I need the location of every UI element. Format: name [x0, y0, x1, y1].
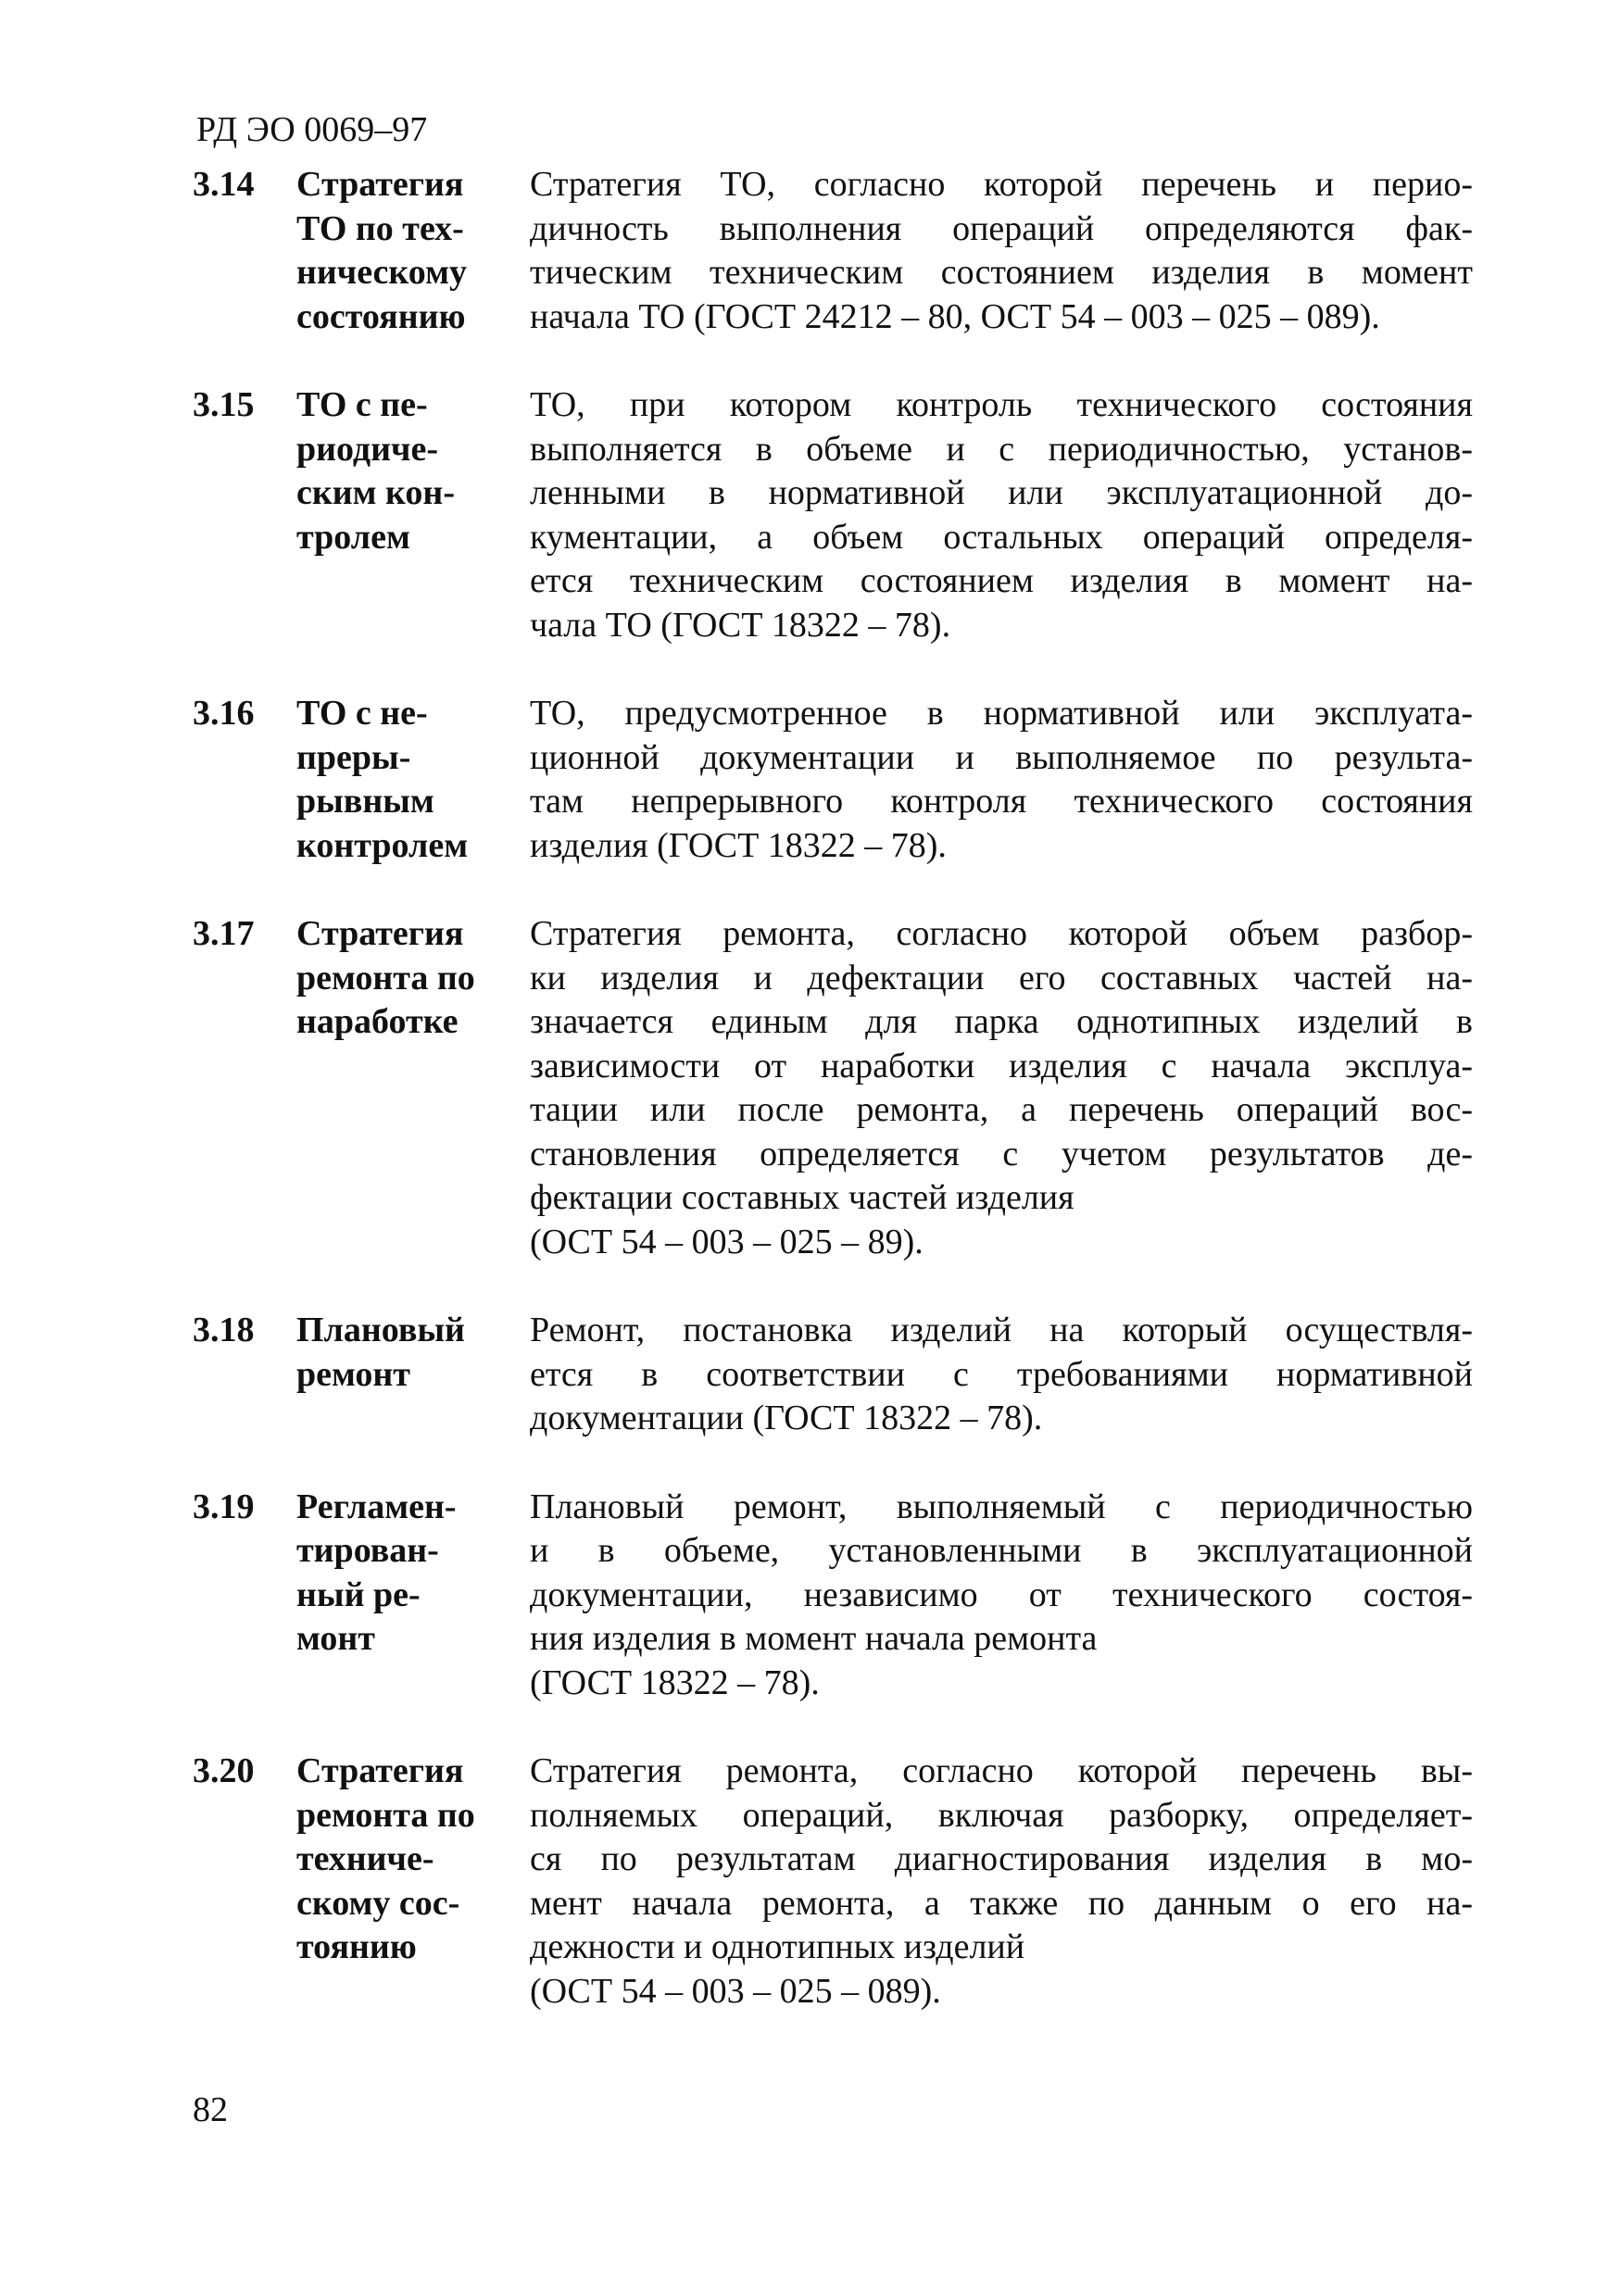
definition-line: ния изделия в момент начала ремонта [530, 1619, 1098, 1658]
term-line: ническому [296, 253, 467, 292]
definition-line: ТО, при котором контроль технического состояния [530, 385, 1473, 424]
entry-number: 3.14 [193, 165, 255, 204]
glossary-entry [193, 383, 1621, 647]
term-line: скому сос- [296, 1883, 460, 1923]
glossary-entry [193, 1309, 1621, 1441]
glossary-entries [0, 163, 1621, 2058]
glossary-entry [193, 163, 1621, 339]
entry-definition [515, 1309, 1473, 1441]
entry-term [296, 163, 515, 339]
definition-line: ется в соответствии с требованиями нормативной [530, 1354, 1473, 1394]
term-line: ТО с не- [296, 694, 428, 733]
definition-line: чала ТО (ГОСТ 18322 – 78). [530, 605, 951, 645]
definition-line: ленными в нормативной или эксплуатационной до- [530, 473, 1473, 512]
definition-line: ется техническим состоянием изделия в момент на- [530, 561, 1473, 600]
definition-line: кументации, а объем остальных операций определя- [530, 517, 1473, 557]
term-line: тролем [296, 517, 410, 557]
term-line: риодиче- [296, 429, 439, 469]
entry-term [296, 383, 515, 647]
entry-term [296, 1750, 515, 2014]
term-line: техниче- [296, 1839, 434, 1878]
definition-line: (ОСТ 54 – 003 – 025 – 089). [530, 1971, 941, 2011]
definition-line: (ОСТ 54 – 003 – 025 – 89). [530, 1222, 924, 1261]
entry-term [296, 1486, 515, 1706]
entry-number: 3.17 [193, 914, 255, 953]
definition-line: дежности и однотипных изделий [530, 1927, 1025, 1966]
definition-line: документации, независимо от технического состоя- [530, 1575, 1473, 1614]
term-line: контролем [296, 825, 469, 865]
term-line: тирован- [296, 1531, 439, 1570]
entry-definition [515, 912, 1473, 1264]
term-line: Регламен- [296, 1487, 457, 1526]
definition-line: Стратегия ТО, согласно которой перечень и перио- [530, 165, 1473, 204]
entry-definition [515, 1750, 1473, 2014]
definition-line: ционной документации и выполняемое по результа- [530, 737, 1473, 777]
entry-number: 3.18 [193, 1311, 255, 1349]
definition-line: (ГОСТ 18322 – 78). [530, 1662, 820, 1702]
definition-line: и в объеме, установленными в эксплуатационной [530, 1531, 1473, 1570]
definition-line: зависимости от наработки изделия с начала эксплуа- [530, 1046, 1473, 1085]
term-line: Плановый [296, 1311, 465, 1349]
term-line: Стратегия [296, 914, 464, 953]
definition-line: полняемых операций, включая разборку, определяет- [530, 1795, 1473, 1835]
term-line: преры- [296, 737, 411, 777]
entry-term [296, 1309, 515, 1441]
definition-line: мент начала ремонта, а также по данным о его на- [530, 1883, 1473, 1923]
definition-line: Стратегия ремонта, согласно которой перечень вы- [530, 1751, 1473, 1790]
term-line: ный ре- [296, 1575, 421, 1614]
term-line: Стратегия [296, 165, 464, 204]
definition-line: выполняется в объеме и с периодичностью, установ- [530, 429, 1473, 469]
glossary-entry [193, 1486, 1621, 1706]
definition-line: значается единым для парка однотипных изделий в [530, 1002, 1473, 1041]
definition-line: становления определяется с учетом результатов де- [530, 1134, 1473, 1173]
definition-line: ТО, предусмотренное в нормативной или эксплуата- [530, 694, 1473, 733]
entry-definition [515, 383, 1473, 647]
term-line: монт [296, 1619, 375, 1658]
definition-line: Плановый ремонт, выполняемый с периодичностью [530, 1487, 1473, 1526]
term-line: ремонта по [296, 958, 475, 997]
definition-line: тическим техническим состоянием изделия в момент [530, 253, 1473, 292]
entry-number: 3.19 [193, 1487, 255, 1526]
glossary-entry [193, 1750, 1621, 2014]
definition-line: фектации составных частей изделия [530, 1178, 1074, 1217]
term-line: наработке [296, 1002, 459, 1041]
entry-term [296, 692, 515, 868]
term-line: состоянию [296, 296, 466, 336]
entry-number: 3.20 [193, 1751, 255, 1790]
definition-line: ся по результатам диагностирования изделия в мо- [530, 1839, 1473, 1878]
definition-line: документации (ГОСТ 18322 – 78). [530, 1399, 1043, 1437]
definition-line: Стратегия ремонта, согласно которой объем разбор- [530, 914, 1473, 953]
definition-line: тации или после ремонта, а перечень операций вос- [530, 1090, 1473, 1129]
glossary-entry [193, 912, 1621, 1264]
definition-line: ки изделия и дефектации его составных частей на- [530, 958, 1473, 997]
entry-number: 3.15 [193, 385, 255, 424]
term-line: Стратегия [296, 1751, 464, 1790]
term-line: ским кон- [296, 473, 455, 512]
entry-definition [515, 692, 1473, 868]
entry-definition [515, 1486, 1473, 1706]
term-line: тоянию [296, 1927, 417, 1966]
definition-line: там непрерывного контроля технического состояния [530, 782, 1473, 821]
definition-line: Ремонт, постановка изделий на который осуществля- [530, 1311, 1473, 1349]
definition-line: начала ТО (ГОСТ 24212 – 80, ОСТ 54 – 003 – 025 – 089). [530, 296, 1380, 336]
definition-line: дичность выполнения операций определяются фак- [530, 208, 1473, 248]
entry-term [296, 912, 515, 1264]
term-line: рывным [296, 782, 434, 821]
glossary-entry [193, 692, 1621, 868]
entry-definition [515, 163, 1473, 339]
term-line: ремонт [296, 1354, 410, 1394]
entry-number: 3.16 [193, 694, 255, 733]
page-number: 82 [193, 2090, 228, 2129]
term-line: ТО по тех- [296, 208, 464, 248]
term-line: ремонта по [296, 1795, 475, 1835]
document-code-header: РД ЭО 0069–97 [196, 110, 428, 149]
term-line: ТО с пе- [296, 385, 428, 424]
definition-line: изделия (ГОСТ 18322 – 78). [530, 825, 947, 865]
